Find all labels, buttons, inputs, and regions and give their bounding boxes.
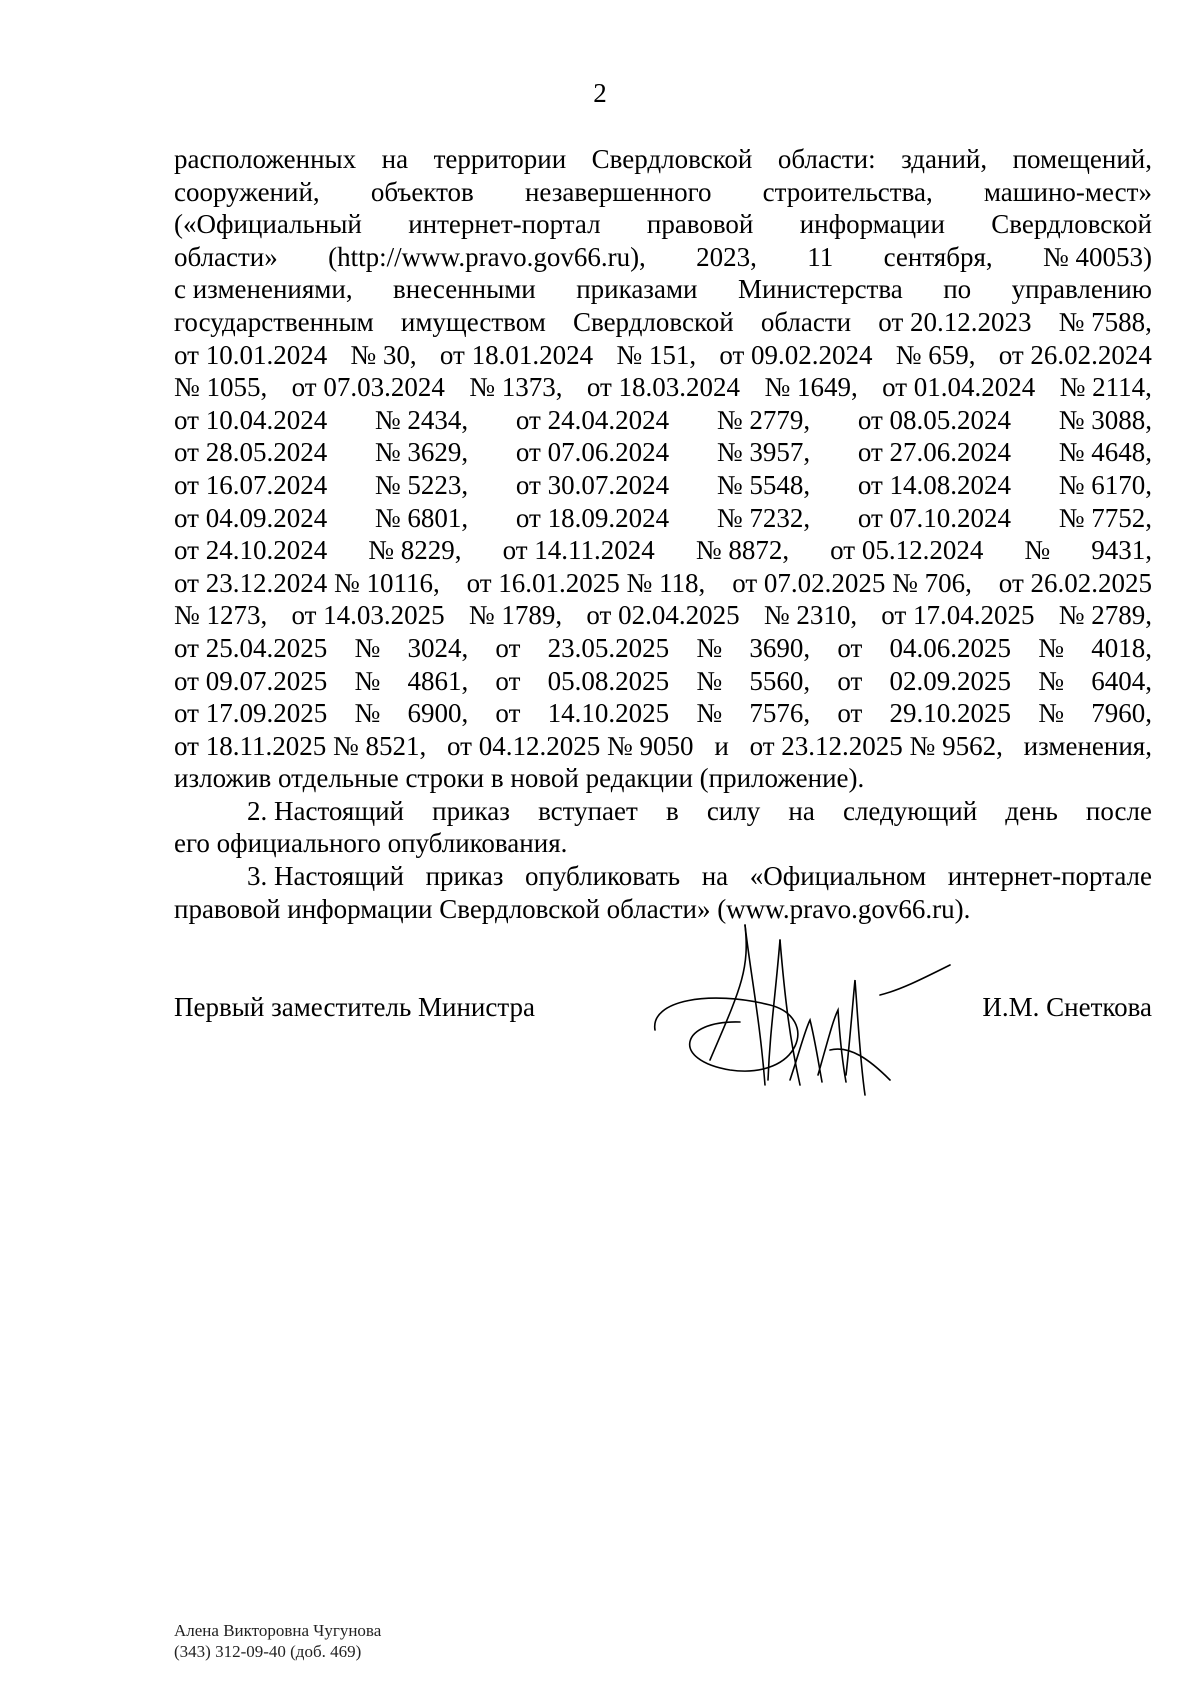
text-fragment: машино-мест» <box>983 176 1152 207</box>
text-fragment: интернет-портале <box>947 861 1152 892</box>
text-line <box>174 306 1152 339</box>
text-fragment: № 2434, <box>374 404 469 435</box>
text-fragment: от <box>837 632 863 663</box>
text-fragment: правовой информации Свердловской области» (www.pravo.gov66.ru). <box>174 893 971 924</box>
text-fragment: от 07.10.2024 <box>857 502 1012 533</box>
text-fragment: № 151, <box>616 339 697 370</box>
text-fragment: от <box>495 632 521 663</box>
text-line <box>174 567 1152 600</box>
text-fragment: 05.08.2025 <box>547 665 670 696</box>
text-line <box>174 436 1152 469</box>
text-fragment: № <box>696 632 723 663</box>
text-fragment: от 10.04.2024 <box>174 404 328 435</box>
text-fragment: территории <box>433 144 567 174</box>
text-line <box>174 599 1152 632</box>
text-fragment: № 1649, <box>764 372 858 403</box>
text-line <box>174 860 1152 893</box>
text-fragment: № 7232, <box>716 502 811 533</box>
text-line <box>174 208 1152 241</box>
text-fragment: № 30, <box>350 339 417 370</box>
text-fragment: от 18.03.2024 <box>586 372 741 403</box>
text-fragment: государственным <box>174 306 374 337</box>
text-fragment: 2023, <box>696 241 757 272</box>
text-fragment: на <box>788 795 815 826</box>
text-fragment: 02.09.2025 <box>889 665 1012 696</box>
text-fragment: информации <box>799 209 945 240</box>
text-fragment: № 1789, <box>468 600 563 631</box>
text-fragment: интернет-портал <box>408 209 601 240</box>
text-fragment: № 5548, <box>716 469 811 500</box>
text-fragment: № 1373, <box>469 372 563 403</box>
text-fragment: 6900, <box>407 698 469 729</box>
text-fragment: сентября, <box>883 241 993 272</box>
text-fragment: 2. Настоящий <box>247 795 405 826</box>
text-fragment: следующий <box>842 795 978 826</box>
text-line <box>174 665 1152 698</box>
text-fragment: помещений, <box>1012 144 1152 174</box>
text-fragment: № 3088, <box>1058 404 1152 435</box>
text-fragment: внесенными <box>393 274 536 305</box>
text-fragment: с изменениями, <box>174 274 353 305</box>
signer-name: И.М. Снеткова <box>982 992 1152 1022</box>
text-fragment: от <box>837 665 863 696</box>
text-fragment: от 09.07.2025 <box>174 665 328 696</box>
executor-info <box>174 1620 381 1662</box>
text-fragment: от 04.12.2025 № 9050 <box>447 730 694 761</box>
text-fragment: от <box>495 698 521 729</box>
text-fragment: от 16.01.2025 № 118, <box>466 567 706 598</box>
text-fragment: от 01.04.2024 <box>882 372 1036 403</box>
text-fragment: от 23.12.2025 № 9562, <box>749 730 1003 761</box>
text-fragment: № 659, <box>895 339 976 370</box>
text-fragment: от 17.04.2025 <box>881 600 1035 631</box>
text-fragment: объектов <box>370 176 474 207</box>
text-fragment: на <box>381 144 409 174</box>
text-fragment: от 04.09.2024 <box>174 502 328 533</box>
text-fragment: от 18.01.2024 <box>439 339 594 370</box>
text-fragment: № 6801, <box>374 502 469 533</box>
text-fragment: имуществом <box>400 306 546 337</box>
text-fragment: 7960, <box>1091 698 1152 729</box>
text-fragment: управлению <box>1011 274 1152 305</box>
text-line <box>174 697 1152 730</box>
text-fragment: по <box>943 274 972 305</box>
text-fragment: № 1273, <box>174 600 268 631</box>
text-fragment: на <box>701 861 729 892</box>
text-line <box>174 762 1152 795</box>
text-fragment: от 28.05.2024 <box>174 437 328 468</box>
text-fragment: 23.05.2025 <box>547 632 670 663</box>
text-fragment: от 24.04.2024 <box>515 404 670 435</box>
text-fragment: 3024, <box>407 632 469 663</box>
text-fragment: (http://www.pravo.gov66.ru), <box>328 241 646 272</box>
text-fragment: Свердловской <box>572 306 734 337</box>
text-fragment: № 7588, <box>1058 306 1152 337</box>
text-fragment: и <box>714 730 729 761</box>
text-fragment: от 18.09.2024 <box>515 502 670 533</box>
text-fragment: Министерства <box>737 274 903 305</box>
text-fragment: от <box>495 665 521 696</box>
text-line <box>174 339 1152 372</box>
text-fragment: 6404, <box>1091 665 1152 696</box>
text-fragment: от 26.02.2024 <box>998 339 1152 370</box>
text-fragment: от 07.06.2024 <box>515 437 670 468</box>
text-fragment: № <box>1024 535 1051 566</box>
document-body-text <box>174 143 1152 925</box>
text-fragment: № 3957, <box>716 437 811 468</box>
text-fragment: № <box>1038 632 1065 663</box>
text-fragment: от 14.11.2024 <box>502 535 655 566</box>
text-fragment: опубликовать <box>524 861 681 892</box>
text-fragment: Свердловской <box>991 209 1152 240</box>
text-fragment: от 17.09.2025 <box>174 698 328 729</box>
text-fragment: от 30.07.2024 <box>515 469 670 500</box>
text-fragment: от 08.05.2024 <box>857 404 1012 435</box>
text-fragment: от 09.02.2024 <box>719 339 873 370</box>
text-fragment: Свердловской <box>591 144 753 174</box>
text-fragment: сооружений, <box>174 176 320 207</box>
text-fragment: 3. Настоящий <box>247 861 405 892</box>
text-fragment: от 25.04.2025 <box>174 632 328 663</box>
text-fragment: незавершенного <box>524 176 712 207</box>
text-fragment: от 18.11.2025 № 8521, <box>174 730 427 761</box>
text-fragment: № 3629, <box>374 437 469 468</box>
text-fragment: области <box>760 306 852 337</box>
text-fragment: от 02.04.2025 <box>586 600 740 631</box>
text-fragment: от 07.02.2025 № 706, <box>732 567 972 598</box>
page-number: 2 <box>593 78 607 108</box>
text-line <box>174 502 1152 535</box>
text-fragment: от 20.12.2023 <box>878 306 1032 337</box>
text-fragment: № 2114, <box>1059 372 1152 403</box>
text-fragment: зданий, <box>901 144 988 174</box>
text-fragment: № 8872, <box>695 535 790 566</box>
text-fragment: («Официальный <box>174 209 362 240</box>
text-fragment: 11 <box>807 241 834 272</box>
text-fragment: № 40053) <box>1042 241 1152 272</box>
text-fragment: области» <box>174 241 278 272</box>
text-fragment: «Официальном <box>749 861 927 892</box>
text-fragment: приказ <box>432 795 510 826</box>
executor-phone: (343) 312-09-40 (доб. 469) <box>174 1642 362 1661</box>
text-fragment: № 2789, <box>1058 600 1152 631</box>
text-fragment: в <box>665 795 679 826</box>
text-fragment: 4861, <box>407 665 469 696</box>
text-fragment: от 10.01.2024 <box>174 339 328 370</box>
text-fragment: от 26.02.2025 <box>998 567 1152 598</box>
text-fragment: 4018, <box>1091 632 1152 663</box>
text-fragment: № 1055, <box>174 372 268 403</box>
text-fragment: от 27.06.2024 <box>857 437 1012 468</box>
text-fragment: № 2779, <box>716 404 811 435</box>
handwritten-signature <box>650 910 960 1115</box>
text-fragment: № <box>1038 665 1065 696</box>
text-fragment: его официального опубликования. <box>174 828 568 859</box>
text-fragment: приказ <box>425 861 504 892</box>
text-line <box>174 534 1152 567</box>
text-fragment: от <box>837 698 863 729</box>
text-fragment: 9431, <box>1091 535 1152 566</box>
text-line <box>174 176 1152 209</box>
text-fragment: силу <box>706 795 761 826</box>
text-line <box>174 795 1152 828</box>
text-fragment: № 5223, <box>374 469 469 500</box>
text-line <box>174 632 1152 665</box>
text-fragment: от 07.03.2024 <box>291 372 445 403</box>
text-fragment: от 14.03.2025 <box>291 600 445 631</box>
text-fragment: строительства, <box>762 176 933 207</box>
text-fragment: изложив отдельные строки в новой редакции (приложение). <box>174 763 865 794</box>
text-fragment: приказами <box>576 274 698 305</box>
text-fragment: день <box>1005 795 1058 826</box>
text-fragment: после <box>1085 795 1152 826</box>
text-fragment: 3690, <box>749 632 811 663</box>
text-fragment: № 4648, <box>1058 437 1152 468</box>
text-fragment: 14.10.2025 <box>547 698 670 729</box>
text-fragment: правовой <box>646 209 754 240</box>
text-fragment: № <box>696 665 723 696</box>
text-line <box>174 273 1152 306</box>
text-fragment: № 6170, <box>1058 469 1152 500</box>
text-line <box>174 143 1152 176</box>
text-line <box>174 404 1152 437</box>
text-fragment: № <box>354 665 381 696</box>
text-fragment: от 23.12.2024 № 10116, <box>174 567 440 598</box>
executor-name: Алена Викторовна Чугунова <box>174 1621 382 1640</box>
text-fragment: № <box>354 698 381 729</box>
text-fragment: расположенных <box>174 144 357 174</box>
text-fragment: области: <box>777 144 876 174</box>
text-fragment: № <box>696 698 723 729</box>
text-line <box>174 827 1152 860</box>
text-fragment: изменения, <box>1023 730 1152 761</box>
text-fragment: от 16.07.2024 <box>174 469 328 500</box>
text-fragment: от 24.10.2024 <box>174 535 328 566</box>
text-fragment: № <box>1038 698 1065 729</box>
text-fragment: № 8229, <box>368 535 462 566</box>
text-fragment: 29.10.2025 <box>889 698 1012 729</box>
signer-position: Первый заместитель Министра <box>174 992 535 1022</box>
text-fragment: № <box>354 632 381 663</box>
text-fragment: № 2310, <box>763 600 858 631</box>
text-line <box>174 241 1152 274</box>
text-fragment: 7576, <box>749 698 811 729</box>
text-fragment: 04.06.2025 <box>889 632 1012 663</box>
text-fragment: от 14.08.2024 <box>857 469 1012 500</box>
text-line <box>174 371 1152 404</box>
text-fragment: № 7752, <box>1058 502 1152 533</box>
text-fragment: вступает <box>538 795 638 826</box>
text-line <box>174 469 1152 502</box>
text-line <box>174 730 1152 763</box>
text-fragment: от 05.12.2024 <box>830 535 984 566</box>
text-fragment: 5560, <box>749 665 811 696</box>
